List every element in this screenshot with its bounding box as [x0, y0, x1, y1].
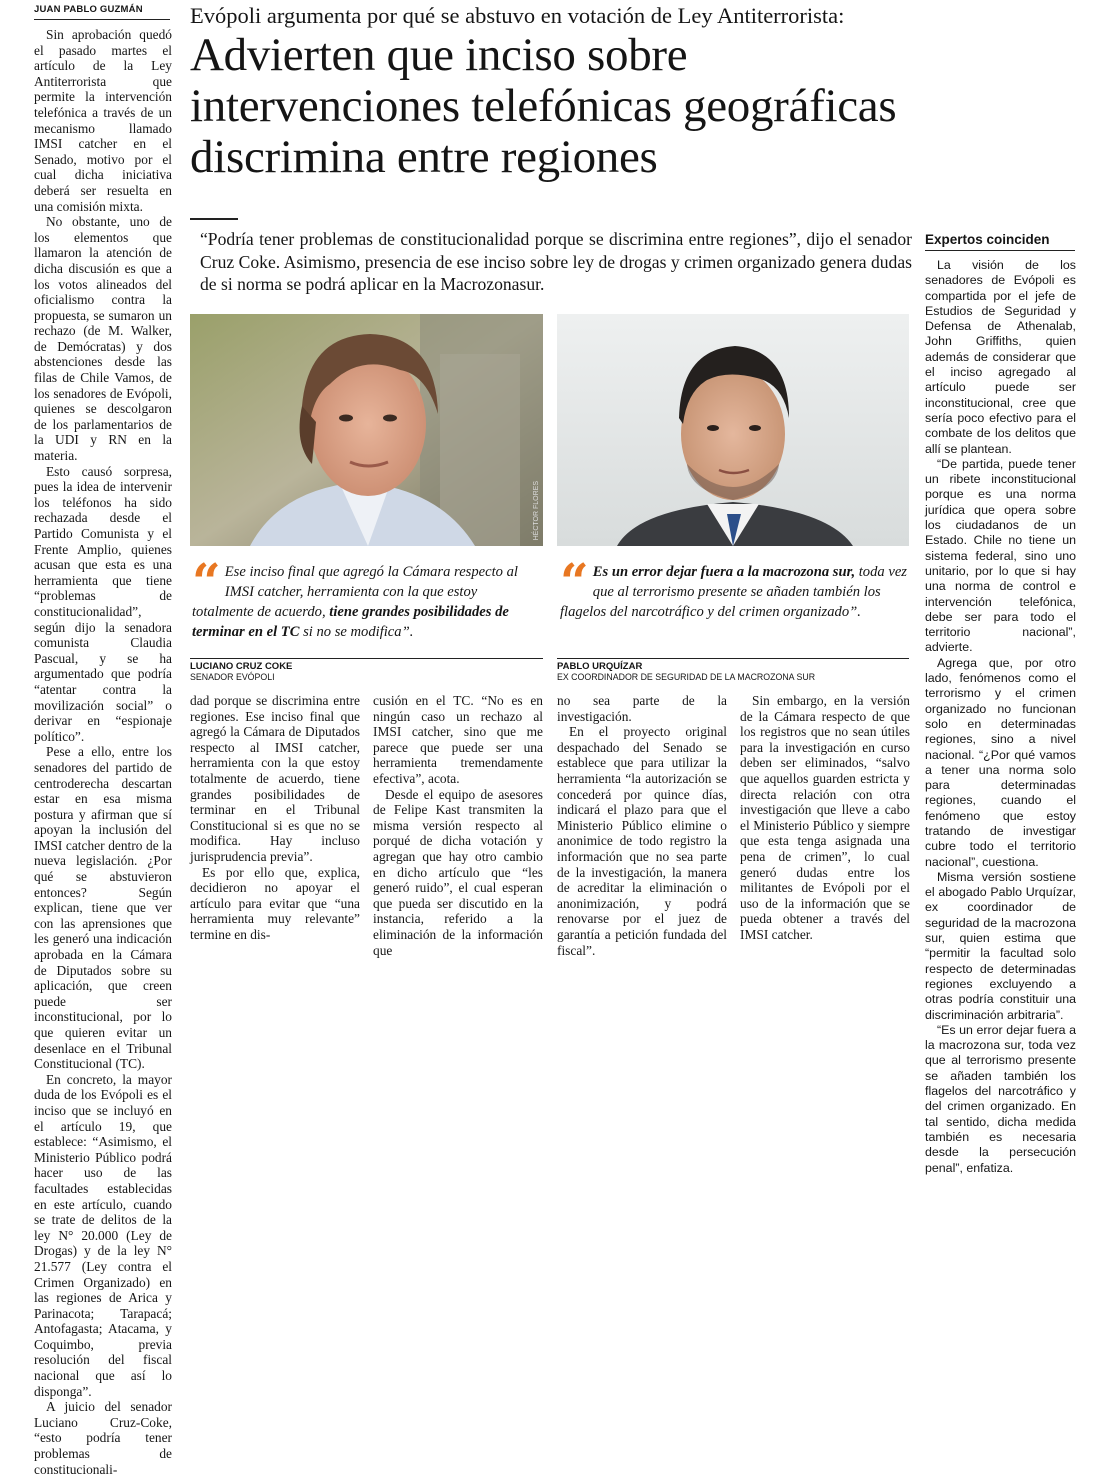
credit-role: EX COORDINADOR DE SEGURIDAD DE LA MACROZONA SUR — [557, 672, 816, 682]
paragraph: “De partida, puede tener un ribete inconstitucional porque es una norma jurídica que opera sobre los ciudadanos de un Estado. Chile no tiene un sistema federal, sino uno unitario, por lo que si hay una norma de control e intervención telefónica, debe ser para todo el territorio nacional”, advierte. — [925, 456, 1076, 655]
quote-text: toda vez que al terrorismo presente se añaden también los flagelos del narcotráfico y del crimen organizado”. — [560, 564, 907, 620]
body-column-3 — [557, 693, 727, 958]
headline-line-2: intervenciones telefónicas geográficas — [190, 80, 897, 132]
body-column-1 — [190, 693, 360, 942]
byline-rule — [34, 19, 170, 20]
paragraph: cusión en el TC. “No es en ningún caso un rechazo al IMSI catcher, sino que me parece que puede ser una herramienta tremendamente efectiva”, acota. — [373, 693, 543, 786]
quote-mark-icon: “ — [560, 552, 589, 611]
byline: JUAN PABLO GUZMÁN — [34, 4, 143, 15]
paragraph: No obstante, uno de los elementos que llamaron la atención de dicha discusión es que a los votos alineados del oficialismo contra la propuesta, se sumaron un rechazo (de M. Walker, de Demócratas) y dos abstenciones desde las filas de Chile Vamos, de los senadores de Evópoli, quienes se descolgaron de los parlamentarios de la UDI y RN en la materia. — [34, 214, 172, 464]
quote-text: Ese inciso final que agregó la Cámara respecto al IMSI catcher, herramienta con la que estoy totalmente de acuerdo, — [192, 564, 518, 620]
paragraph: Desde el equipo de asesores de Felipe Kast transmiten la misma versión respecto al porqué de dicha votación y agregan que hay otro cambio en dicho artículo que “les generó ruido”, el cual esperan que pueda ser discutido en la instancia, referido a la eliminación de la información que — [373, 786, 543, 958]
paragraph: En el proyecto original despachado del Senado se establece que para utilizar la herramienta “la autorización se concederá por quince días, indicará el plazo para que el Ministerio Público elimine o anonimice de todo registro la información que no sea parte de la investigación, la manera de acreditar la eliminación o anonimización, y podrá renovarse por el juez de garantía a petición fundada del fiscal”. — [557, 724, 727, 958]
headline — [190, 30, 896, 183]
paragraph: Sin embargo, en la versión de la Cámara respecto de que los registros que no sean útiles para la investigación en curso deben ser eliminados, “salvo que aquellos guarden estricta y directa relación con otra investigación que lleve a cabo el Ministerio Público y siempre que esta tenga asignada una pena de crimen”, lo cual generó dudas entre los militantes de Evópoli por el uso de la información que se pueda obtener a través del IMSI catcher. — [740, 693, 910, 942]
photo-pablo-urquizar — [557, 314, 909, 546]
pull-quote-left — [192, 552, 542, 642]
paragraph: Esto causó sorpresa, pues la idea de intervenir los teléfonos ha sido rechazada desde el Partido Comunista y el Frente Amplio, quienes acusan que esta es una herramienta que tiene “problemas de constitucionalidad”, según dijo la senadora comunista Claudia Pascual, y se ha argumentado que podría “atentar contra la movilización social” o derivar en “espionaje político”. — [34, 463, 172, 744]
kicker: Evópoli argumenta por qué se abstuvo en votación de Ley Antiterrorista: — [190, 3, 845, 28]
paragraph: no sea parte de la investigación. — [557, 693, 727, 724]
photo-luciano-cruz-coke — [190, 314, 543, 546]
sidebar-rule — [925, 250, 1075, 251]
headline-line-1: Advierten que inciso sobre — [190, 29, 688, 81]
credit-left — [190, 658, 543, 682]
quote-emphasis: tiene grandes posibilidades de terminar en el TC — [192, 604, 509, 640]
body-column-2 — [373, 693, 543, 958]
credit-right — [557, 658, 909, 682]
portrait-image — [557, 314, 909, 546]
paragraph: Misma versión sostiene el abogado Pablo Urquízar, ex coordinador de seguridad de la macrozona sur, quien estima que “permitir la facultad solo respecto de determinadas regiones excluyendo a otras podría constituir una discriminación arbitraria”. — [925, 869, 1076, 1022]
paragraph: Sin aprobación quedó el pasado martes el artículo de la Ley Antiterrorista que permite la intervención telefónica a través de un mecanismo llamado IMSI catcher en el Senado, motivo por el cual dicha iniciativa deberá ser resuelta en una comisión mixta. — [34, 27, 172, 214]
paragraph: dad porque se discrimina entre regiones. Ese inciso final que agregó la Cámara de Diputados respecto al IMSI catcher, herramienta con la que estoy totalmente de acuerdo, tiene grandes posibilidades de terminar en el Tribunal Constitucional si es que no se modifica. Hay incluso jurisprudencia previa”. — [190, 693, 360, 864]
body-column-4 — [740, 693, 910, 942]
credit-name: PABLO URQUÍZAR — [557, 661, 643, 672]
paragraph: La visión de los senadores de Evópoli es compartida por el jefe de Estudios de Seguridad y Defensa de Athenalab, John Griffiths, quien además de considerar que el inciso agregado al artículo puede ser inconstitucional, cree que sería poco efectivo para el combate de los delitos que allí se plantean. — [925, 258, 1076, 456]
paragraph: A juicio del senador Luciano Cruz-Coke, “esto podría tener problemas de constitucionali- — [34, 1399, 172, 1477]
pull-quote-right — [560, 552, 910, 622]
quote-text-end: si no se modifica”. — [299, 624, 414, 640]
credit-role: SENADOR EVÓPOLI — [190, 672, 275, 682]
left-column — [34, 27, 172, 1477]
paragraph: Es por ello que, explica, decidieron no apoyar el artículo para evitar que “una herramienta muy relevante” termine en dis- — [190, 864, 360, 942]
paragraph: Pese a ello, entre los senadores del partido de centroderecha descartan estar en esa misma postura y afirman que sí apoyan la inclusión del IMSI catcher dentro de la nueva legislación. ¿Por qué se abstuvieron entonces? Según explican, tiene que ver con las aprensiones que les generó una indicación aprobada en la Cámara de Diputados sobre su aplicación, que creen puede ser inconstitucional, por lo que quieren evitar un desenlace en el Tribunal Constitucional (TC). — [34, 744, 172, 1072]
paragraph: Agrega que, por otro lado, fenómenos como el terrorismo y el crimen organizado no funcionan solo en determinadas regiones, sino a nivel nacional. “¿Por qué vamos a tener una norma solo para determinadas regiones, cuando el fenómeno que estoy tratando de investigar cubre todo el territorio nacional”, cuestiona. — [925, 655, 1076, 869]
headline-line-3: discrimina entre regiones — [190, 131, 658, 183]
quote-emphasis: Es un error dejar fuera a la macrozona sur, — [592, 564, 856, 580]
paragraph: En concreto, la mayor duda de los Evópoli es el inciso que se incluyó en el artículo 19, que establece: “Asimismo, el Ministerio Público podrá hacer uso de las facultades establecidas en este artículo, cuando se trate de delitos de la ley N° 20.000 (Ley de Drogas) y de la ley N° 21.577 (Ley contra el Crimen Organizado) en las regiones de Arica y Parinacota; Tarapacá; Antofagasta; Atacama, y Coquimbo, previa resolución del fiscal nacional que así lo disponga”. — [34, 1071, 172, 1399]
sidebar-body — [925, 258, 1076, 1175]
headline-rule — [190, 218, 238, 220]
paragraph: “Es un error dejar fuera a la macrozona sur, toda vez que al terrorismo presente se añaden también los flagelos del narcotráfico y del crimen organizado. En tal sentido, dicha medida también es necesaria desde la persecución penal”, enfatiza. — [925, 1022, 1076, 1175]
credit-name: LUCIANO CRUZ COKE — [190, 661, 293, 672]
quote-mark-icon: “ — [192, 552, 221, 611]
portrait-image — [190, 314, 543, 546]
sidebar-title: Expertos coinciden — [925, 232, 1050, 247]
photo-credit: HÉCTOR FLORES — [533, 480, 540, 540]
lede: “Podría tener problemas de constitucionalidad porque se discrimina entre regiones”, dijo el senador Cruz Coke. Asimismo, presencia de ese inciso sobre ley de drogas y crimen organizado genera dudas de si norma se podrá aplicar en la Macrozonasur. — [200, 229, 912, 294]
